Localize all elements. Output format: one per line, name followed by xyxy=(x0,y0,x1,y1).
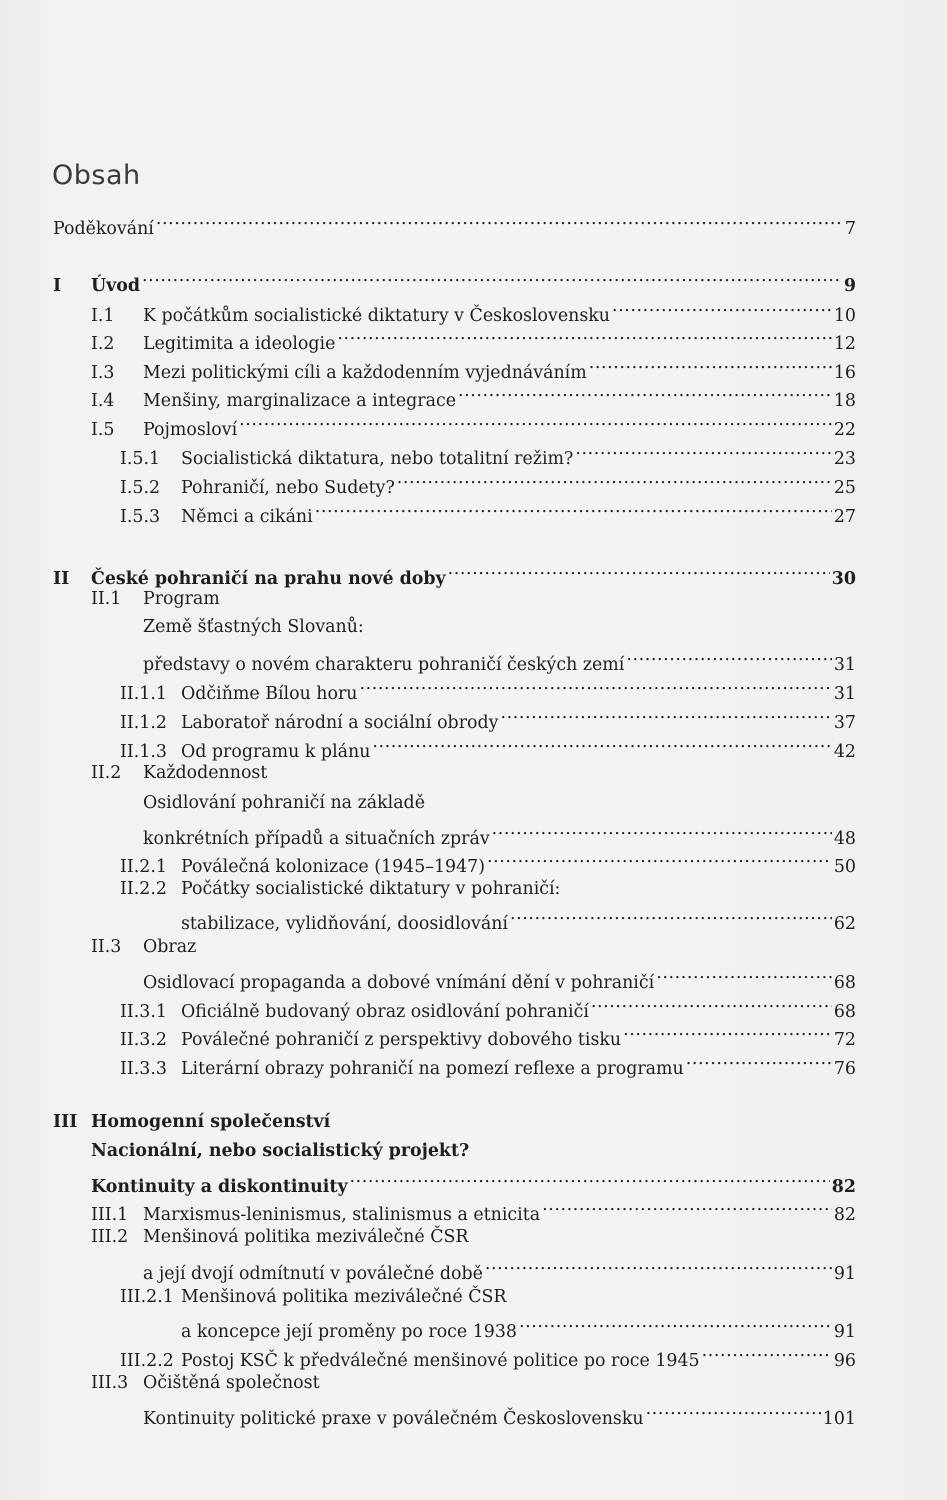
toc-entry-page: 31 xyxy=(833,684,856,704)
toc-entry-page: 82 xyxy=(833,1205,856,1225)
toc-entry-number: II.1.2 xyxy=(120,713,167,733)
toc-entry xyxy=(120,735,856,763)
toc-entry xyxy=(143,648,856,676)
toc-entry-number: I.3 xyxy=(91,363,115,383)
toc-entry-number: II.3 xyxy=(91,937,122,957)
toc-entry-title: Od programu k plánu xyxy=(181,742,371,762)
toc-entry-number: III.2.2 xyxy=(120,1351,174,1371)
toc-entry xyxy=(120,500,856,528)
toc-entry-page: 42 xyxy=(833,742,856,762)
toc-dot-leader xyxy=(612,299,832,321)
toc-entry-number: II.3.2 xyxy=(120,1030,167,1050)
toc-entry xyxy=(143,822,856,850)
toc-entry-title: K počátkům socialistické diktatury v Československu xyxy=(143,306,610,326)
toc-entry xyxy=(91,1226,469,1248)
toc-entry-number: II xyxy=(53,569,70,589)
toc-entry-title: Úvod xyxy=(91,276,141,296)
toc-entry xyxy=(91,588,220,610)
toc-entry-title: Literární obrazy pohraničí na pomezí reflexe a programu xyxy=(181,1059,684,1079)
toc-entry xyxy=(120,878,560,900)
toc-entry-title: Menšinová politika meziválečné ČSR xyxy=(143,1227,469,1247)
toc-entry-page: 30 xyxy=(831,569,856,589)
toc-dot-leader xyxy=(315,500,832,522)
toc-entry xyxy=(91,384,856,412)
toc-entry-page: 82 xyxy=(831,1177,856,1197)
toc-entry-title: Počátky socialistické diktatury v pohraničí: xyxy=(181,879,561,899)
toc-entry-number: I.5.3 xyxy=(120,507,161,527)
toc-dot-leader xyxy=(591,995,832,1017)
toc-entry xyxy=(91,762,267,784)
toc-entry xyxy=(53,1111,330,1133)
toc-entry-title: Pojmosloví xyxy=(143,420,238,440)
toc-entry xyxy=(91,1140,469,1162)
toc-entry-title: stabilizace, vylidňování, doosidlování xyxy=(181,914,508,934)
toc-entry-number: II.3.1 xyxy=(120,1002,167,1022)
toc-entry-page: 68 xyxy=(833,1002,856,1022)
toc-entry xyxy=(120,1052,856,1080)
toc-entry-number: I.5.2 xyxy=(120,478,161,498)
toc-dot-leader xyxy=(487,850,832,872)
toc-entry-page: 62 xyxy=(833,914,856,934)
toc-entry xyxy=(120,471,856,499)
toc-entry xyxy=(53,269,856,297)
toc-entry-title: Laboratoř národní a sociální obrody xyxy=(181,713,499,733)
toc-dot-leader xyxy=(337,327,831,349)
toc-dot-leader xyxy=(350,1170,830,1192)
toc-entry-title: Očištěná společnost xyxy=(143,1373,320,1393)
toc-entry-page: 68 xyxy=(833,973,856,993)
toc-entry-title: Osidlování pohraničí na základě xyxy=(143,793,425,813)
toc-dot-leader xyxy=(485,1257,832,1279)
toc-entry-title: Každodennost xyxy=(143,763,268,783)
toc-dot-leader xyxy=(448,562,830,584)
toc-entry-title: Němci a cikáni xyxy=(181,507,313,527)
toc-entry-title: Marxismus-leninismus, stalinismus a etnicita xyxy=(143,1205,541,1225)
toc-dot-leader xyxy=(686,1052,832,1074)
toc-entry-page: 9 xyxy=(843,276,856,296)
toc-entry-number: II.1 xyxy=(91,589,122,609)
toc-entry-page: 50 xyxy=(833,857,856,877)
toc-dot-leader xyxy=(623,1023,832,1045)
toc-entry xyxy=(120,850,856,878)
toc-entry-number: I xyxy=(53,276,62,296)
toc-entry-number: I.4 xyxy=(91,391,115,411)
toc-dot-leader xyxy=(458,384,832,406)
toc-entry-number: III.2 xyxy=(91,1227,129,1247)
toc-entry-title: představy o novém charakteru pohraničí českých zemí xyxy=(143,655,625,675)
toc-entry xyxy=(91,1198,856,1226)
toc-entry-title: Postoj KSČ k předválečné menšinové politice po roce 1945 xyxy=(181,1351,700,1371)
page-title: Obsah xyxy=(52,160,141,192)
toc-entry-number: I.5 xyxy=(91,420,115,440)
toc-entry-title: Obraz xyxy=(143,937,197,957)
toc-dot-leader xyxy=(519,1315,832,1337)
toc-dot-leader xyxy=(397,471,832,493)
toc-entry-number: III.1 xyxy=(91,1205,129,1225)
toc-entry-number: II.3.3 xyxy=(120,1059,167,1079)
toc-entry xyxy=(120,442,856,470)
toc-entry xyxy=(91,356,856,384)
toc-entry-title: Nacionální, nebo socialistický projekt? xyxy=(91,1141,470,1161)
toc-dot-leader xyxy=(626,648,832,670)
toc-dot-leader xyxy=(372,735,831,757)
toc-entry-page: 48 xyxy=(833,829,856,849)
toc-entry xyxy=(143,616,364,638)
toc-entry-page: 72 xyxy=(833,1030,856,1050)
toc-entry-number: II.2 xyxy=(91,763,122,783)
toc-entry-page: 76 xyxy=(833,1059,856,1079)
toc-entry-page: 23 xyxy=(833,449,856,469)
toc-entry xyxy=(120,1286,507,1308)
toc-entry-title: a koncepce její proměny po roce 1938 xyxy=(181,1322,517,1342)
toc-entry xyxy=(91,413,856,441)
toc-entry-number: I.5.1 xyxy=(120,449,161,469)
toc-entry-title: Menšiny, marginalizace a integrace xyxy=(143,391,456,411)
toc-dot-leader xyxy=(510,907,832,929)
toc-dot-leader xyxy=(542,1198,832,1220)
toc-entry-title: a její dvojí odmítnutí v poválečné době xyxy=(143,1264,483,1284)
toc-entry-title: Socialistická diktatura, nebo totalitní režim? xyxy=(181,449,574,469)
toc-entry xyxy=(91,936,196,958)
toc-dot-leader xyxy=(702,1344,832,1366)
toc-entry-page: 27 xyxy=(833,507,856,527)
toc-entry xyxy=(91,327,856,355)
toc-entry-title: Mezi politickými cíli a každodenním vyjednáváním xyxy=(143,363,587,383)
toc-entry xyxy=(53,562,856,590)
toc-entry-title: Poválečné pohraničí z perspektivy dobového tisku xyxy=(181,1030,622,1050)
toc-entry-page: 12 xyxy=(833,334,856,354)
toc-entry-title: Osidlovací propaganda a dobové vnímání dění v pohraničí xyxy=(143,973,655,993)
toc-entry-title: Poděkování xyxy=(53,219,154,239)
toc-entry-number: II.2.2 xyxy=(120,879,167,899)
toc-entry-number: II.1.3 xyxy=(120,742,167,762)
toc-entry-page: 18 xyxy=(833,391,856,411)
toc-entry-title: konkrétních případů a situačních zpráv xyxy=(143,829,490,849)
toc-entry-title: Homogenní společenství xyxy=(91,1112,331,1132)
toc-entry-title: Oficiálně budovaný obraz osidlování pohraničí xyxy=(181,1002,589,1022)
toc-entry-page: 101 xyxy=(822,1409,856,1429)
toc-entry-page: 7 xyxy=(844,219,856,239)
toc-dot-leader xyxy=(360,677,832,699)
toc-entry-number: III.2.1 xyxy=(120,1287,174,1307)
toc-dot-leader xyxy=(656,966,832,988)
toc-entry-page: 91 xyxy=(833,1264,856,1284)
toc-dot-leader xyxy=(500,706,831,728)
toc-entry-page: 25 xyxy=(833,478,856,498)
toc-entry xyxy=(143,966,856,994)
toc-entry xyxy=(181,1315,856,1343)
toc-entry xyxy=(120,995,856,1023)
toc-entry-number: III xyxy=(53,1112,78,1132)
toc-entry-page: 22 xyxy=(833,420,856,440)
toc-entry-title: České pohraničí na prahu nové doby xyxy=(91,569,446,589)
toc-entry xyxy=(53,212,856,240)
toc-entry-number: I.1 xyxy=(91,306,115,326)
toc-dot-leader xyxy=(156,212,843,234)
toc-entry-page: 96 xyxy=(833,1351,856,1371)
toc-entry-title: Program xyxy=(143,589,220,609)
toc-entry xyxy=(120,1344,856,1372)
toc-entry-page: 37 xyxy=(833,713,856,733)
toc-entry-number: I.2 xyxy=(91,334,115,354)
toc-entry xyxy=(143,1402,856,1430)
toc-entry-title: Pohraničí, nebo Sudety? xyxy=(181,478,395,498)
toc-entry-page: 31 xyxy=(833,655,856,675)
toc-entry xyxy=(120,1023,856,1051)
toc-entry-number: II.2.1 xyxy=(120,857,167,877)
toc-dot-leader xyxy=(646,1402,821,1424)
toc-dot-leader xyxy=(239,413,832,435)
toc-dot-leader xyxy=(142,269,842,291)
toc-entry xyxy=(91,299,856,327)
toc-dot-leader xyxy=(492,822,832,844)
toc-entry-title: Odčiňme Bílou horu xyxy=(181,684,358,704)
toc-entry-title: Poválečná kolonizace (1945–1947) xyxy=(181,857,486,877)
toc-entry-title: Legitimita a ideologie xyxy=(143,334,336,354)
toc-entry-title: Menšinová politika meziválečné ČSR xyxy=(181,1287,507,1307)
toc-entry-title: Kontinuity a diskontinuity xyxy=(91,1177,348,1197)
toc-entry xyxy=(181,907,856,935)
toc-dot-leader xyxy=(589,356,832,378)
toc-entry xyxy=(120,677,856,705)
toc-dot-leader xyxy=(575,442,832,464)
toc-entry-page: 16 xyxy=(833,363,856,383)
toc-entry-title: Země šťastných Slovanů: xyxy=(143,617,364,637)
toc-entry xyxy=(143,792,425,814)
toc-entry xyxy=(120,706,856,734)
toc-entry xyxy=(143,1257,856,1285)
toc-entry xyxy=(91,1170,856,1198)
toc-entry-page: 91 xyxy=(833,1322,856,1342)
toc-entry-number: II.1.1 xyxy=(120,684,167,704)
toc-entry-number: III.3 xyxy=(91,1373,129,1393)
toc-entry-page: 10 xyxy=(833,306,856,326)
toc-entry xyxy=(91,1372,320,1394)
toc-entry-title: Kontinuity politické praxe v poválečném Československu xyxy=(143,1409,644,1429)
